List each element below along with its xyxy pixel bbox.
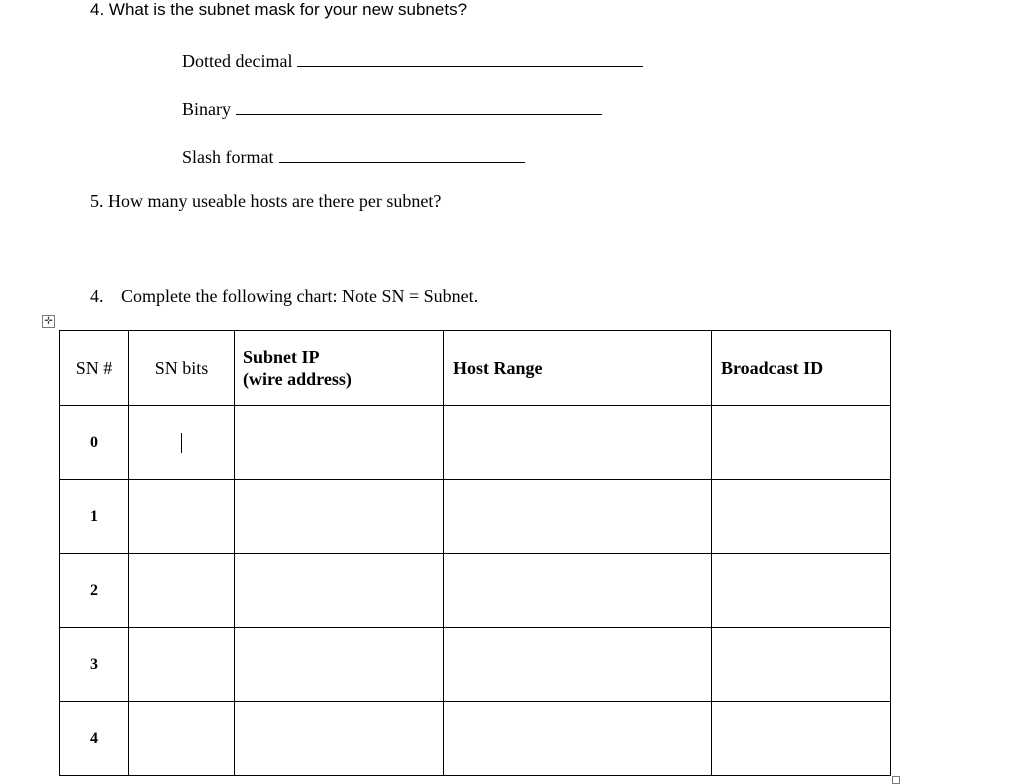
- broadcast-id-cell[interactable]: [712, 628, 891, 702]
- sn-bits-cell[interactable]: [129, 628, 235, 702]
- host-range-cell[interactable]: [444, 702, 712, 776]
- table-row: [60, 554, 891, 628]
- subnet-chart-table: [59, 330, 891, 776]
- chart-question-text: Complete the following chart: Note SN = Subnet.: [121, 286, 479, 306]
- sn-bits-cell[interactable]: [129, 702, 235, 776]
- header-broadcast-id: Broadcast ID: [712, 331, 891, 406]
- binary-blank[interactable]: [236, 96, 602, 115]
- sn-bits-cell[interactable]: [129, 406, 235, 480]
- table-row: [60, 702, 891, 776]
- chart-question: [90, 285, 478, 307]
- subnet-ip-cell[interactable]: [235, 628, 444, 702]
- question-5-useable-hosts: 5. How many useable hosts are there per subnet?: [90, 191, 442, 211]
- host-range-cell[interactable]: [444, 480, 712, 554]
- subnet-ip-cell[interactable]: [235, 480, 444, 554]
- text-cursor: [181, 433, 182, 453]
- chart-question-number: 4.: [90, 286, 104, 306]
- host-range-cell[interactable]: [444, 554, 712, 628]
- slash-format-blank[interactable]: [279, 144, 525, 163]
- table-row: [60, 628, 891, 702]
- resize-handle-icon[interactable]: [892, 776, 900, 784]
- slash-format-row: [182, 144, 525, 168]
- dotted-decimal-blank[interactable]: [297, 48, 643, 67]
- header-sn-bits: SN bits: [129, 331, 235, 406]
- sn-cell: 1: [60, 480, 129, 554]
- move-icon[interactable]: ✛: [42, 315, 55, 328]
- question-4-subnet-mask: 4. What is the subnet mask for your new subnets?: [90, 0, 468, 19]
- sn-cell: 4: [60, 702, 129, 776]
- subnet-ip-cell[interactable]: [235, 702, 444, 776]
- binary-row: [182, 96, 602, 120]
- table-row: [60, 480, 891, 554]
- sn-cell: 2: [60, 554, 129, 628]
- header-host-range: Host Range: [444, 331, 712, 406]
- broadcast-id-cell[interactable]: [712, 702, 891, 776]
- dotted-decimal-row: [182, 48, 643, 72]
- header-subnet-ip-line2: (wire address): [243, 369, 352, 389]
- binary-label: Binary: [182, 99, 231, 119]
- broadcast-id-cell[interactable]: [712, 480, 891, 554]
- slash-format-label: Slash format: [182, 147, 274, 167]
- table-row: [60, 406, 891, 480]
- broadcast-id-cell[interactable]: [712, 406, 891, 480]
- subnet-ip-cell[interactable]: [235, 406, 444, 480]
- broadcast-id-cell[interactable]: [712, 554, 891, 628]
- sn-bits-cell[interactable]: [129, 554, 235, 628]
- header-subnet-ip-line1: Subnet IP: [243, 347, 320, 367]
- host-range-cell[interactable]: [444, 628, 712, 702]
- header-sn: SN #: [60, 331, 129, 406]
- dotted-decimal-label: Dotted decimal: [182, 51, 293, 71]
- table-header-row: [60, 331, 891, 406]
- header-subnet-ip: [235, 331, 444, 406]
- sn-cell: 3: [60, 628, 129, 702]
- sn-cell: 0: [60, 406, 129, 480]
- host-range-cell[interactable]: [444, 406, 712, 480]
- subnet-ip-cell[interactable]: [235, 554, 444, 628]
- sn-bits-cell[interactable]: [129, 480, 235, 554]
